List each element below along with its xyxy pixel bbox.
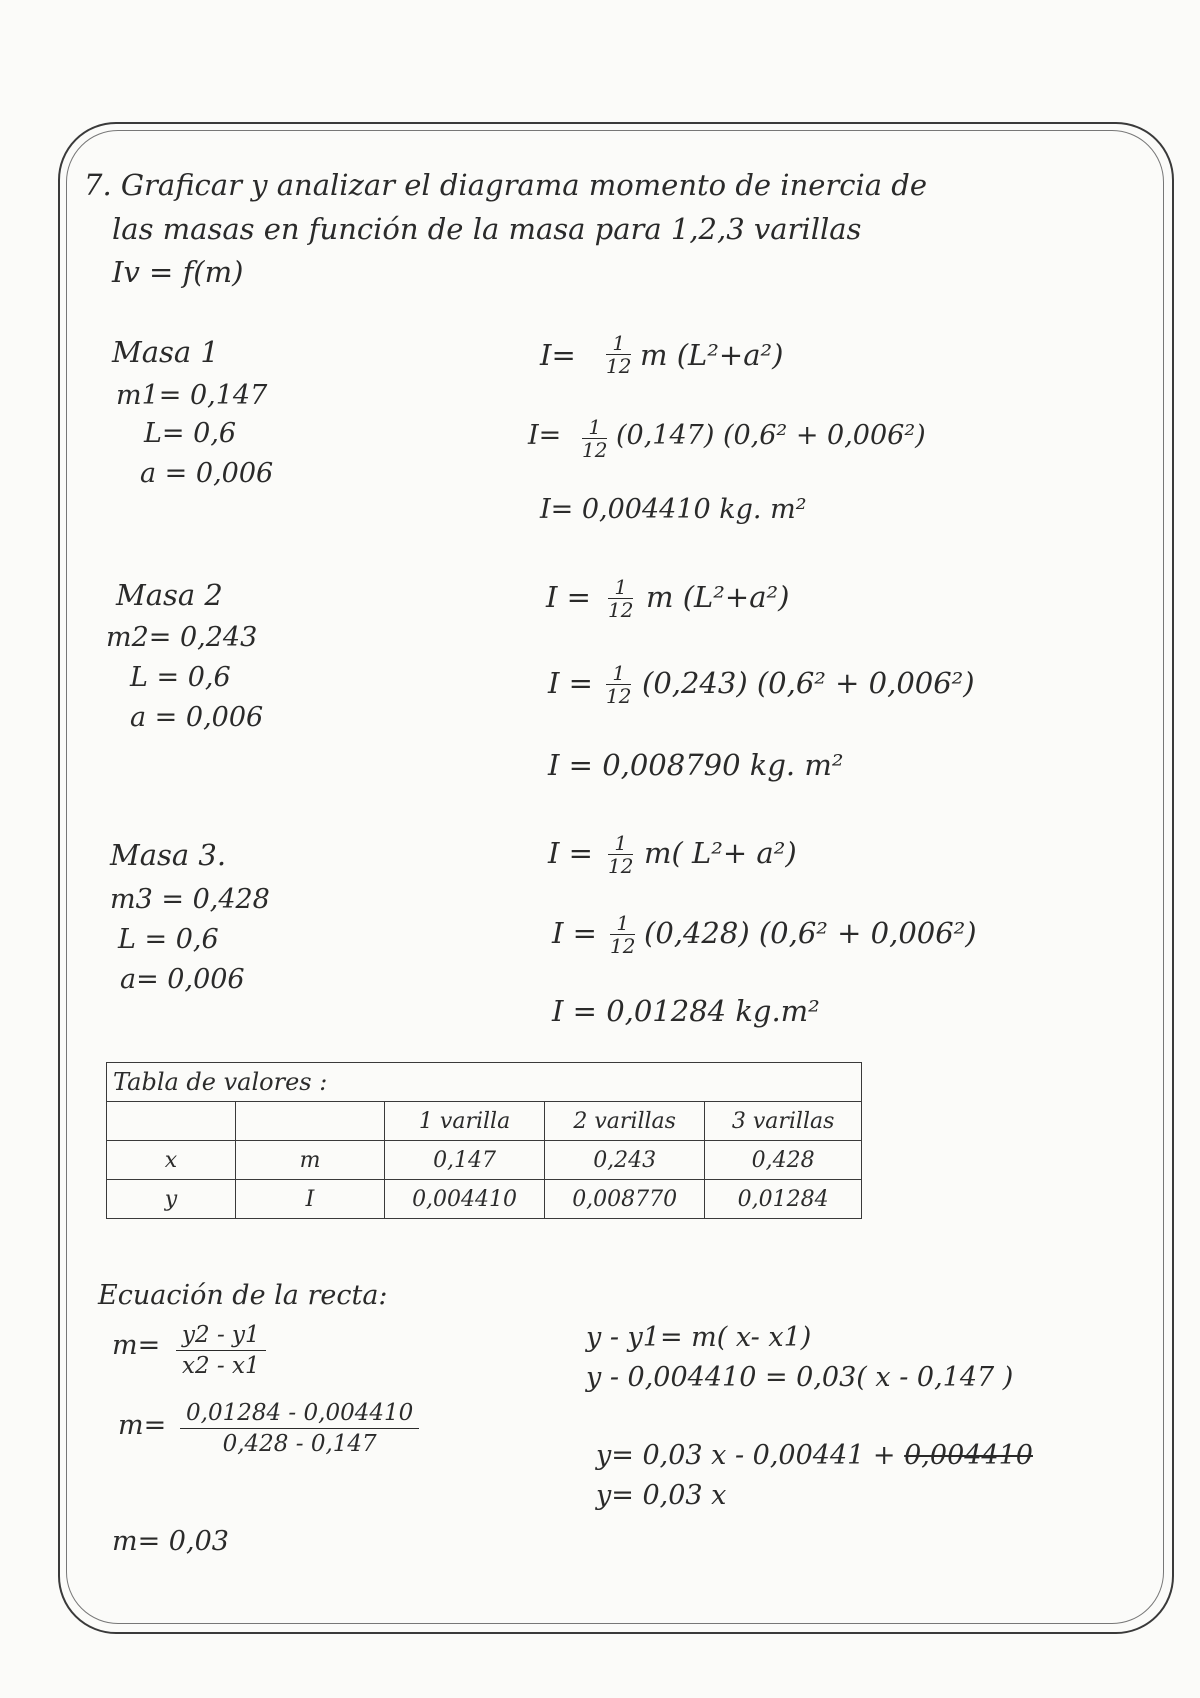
masa3-title: Masa 3. (110, 838, 227, 872)
table-header-cell (107, 1102, 236, 1141)
masa3-formula-fraction: $\frac{1}{12}$ (608, 831, 634, 878)
masa3-sub-rhs: (0,428) (0,6² + 0,006²) (644, 916, 977, 950)
masa1-formula-lhs: I= (540, 338, 576, 372)
masa1-title: Masa 1 (112, 335, 219, 369)
masa3-sub-fraction: $\frac{1}{12}$ (610, 911, 636, 958)
table-cell: y (107, 1180, 236, 1219)
masa2-title: Masa 2 (116, 578, 223, 612)
masa3-formula-rhs: m( L²+ a²) (644, 836, 797, 870)
table-header-cell: 2 varillas (545, 1102, 705, 1141)
table-cell: 0,008770 (545, 1180, 705, 1219)
masa2-formula-lhs: I = (546, 580, 591, 614)
masa2-L: L = 0,6 (130, 662, 231, 693)
point-slope-form: y - y1= m( x- x1) (586, 1322, 812, 1353)
table-cell: 0,01284 (705, 1180, 862, 1219)
slope-sub-fraction: $\frac{0,01284 - 0,004410}{0,428 - 0,147}$ (180, 1400, 419, 1457)
table-header-cell: 1 varilla (385, 1102, 545, 1141)
table-caption-row (107, 1063, 862, 1102)
table-header-row (107, 1102, 862, 1141)
table-cell: 0,243 (545, 1141, 705, 1180)
table-cell: 0,147 (385, 1141, 545, 1180)
masa1-sub-lhs: I= (528, 420, 562, 451)
table-caption: Tabla de valores : (107, 1063, 862, 1102)
slope-label: m= (112, 1330, 161, 1361)
table-cell: m (236, 1141, 385, 1180)
table-cell: I (236, 1180, 385, 1219)
slope-formula-fraction: $\frac{y2 - y1}{x2 - x1}$ (176, 1322, 266, 1379)
final-equation: y= 0,03 x (596, 1480, 727, 1511)
masa1-m: m1= 0,147 (116, 380, 268, 411)
masa1-sub-rhs: (0,147) (0,6² + 0,006²) (616, 420, 926, 451)
equation-title: Ecuación de la recta: (98, 1280, 388, 1311)
masa3-sub-lhs: I = (552, 916, 597, 950)
masa3-L: L = 0,6 (118, 924, 219, 955)
masa2-sub-rhs: (0,243) (0,6² + 0,006²) (642, 666, 975, 700)
masa2-formula-fraction: $\frac{1}{12}$ (608, 575, 634, 622)
table-header-cell (236, 1102, 385, 1141)
masa2-m: m2= 0,243 (106, 622, 258, 653)
point-slope-substitution: y - 0,004410 = 0,03( x - 0,147 ) (586, 1362, 1014, 1393)
masa2-formula-rhs: m (L²+a²) (646, 580, 790, 614)
masa1-sub-fraction: $\frac{1}{12}$ (582, 415, 608, 462)
masa3-a: a= 0,006 (120, 964, 245, 995)
masa3-result: I = 0,01284 kg.m² (552, 994, 820, 1028)
table-row (107, 1180, 862, 1219)
function-notation: Iv = f(m) (112, 255, 244, 289)
masa3-m: m3 = 0,428 (110, 884, 270, 915)
masa2-result: I = 0,008790 kg. m² (548, 748, 844, 782)
expanded-equation: y= 0,03 x - 0,00441 + 0,004410 (596, 1440, 1033, 1471)
slope-sub-label: m= (118, 1410, 167, 1441)
struck-term: 0,004410 (904, 1440, 1033, 1471)
table-cell: x (107, 1141, 236, 1180)
masa1-formula-rhs: m (L²+a²) (640, 338, 784, 372)
masa2-a: a = 0,006 (130, 702, 264, 733)
table-cell: 0,428 (705, 1141, 862, 1180)
masa1-result: I= 0,004410 kg. m² (540, 494, 807, 525)
problem-statement-line1: 7. Graficar y analizar el diagrama momento de inercia de (84, 168, 928, 202)
masa1-L: L= 0,6 (144, 418, 237, 449)
masa1-a: a = 0,006 (140, 458, 274, 489)
problem-statement-line2: las masas en función de la masa para 1,2,3 varillas (112, 212, 862, 246)
masa2-sub-fraction: $\frac{1}{12}$ (606, 661, 632, 708)
masa3-formula-lhs: I = (548, 836, 593, 870)
table-header-cell: 3 varillas (705, 1102, 862, 1141)
table-cell: 0,004410 (385, 1180, 545, 1219)
table-row (107, 1141, 862, 1180)
values-table (106, 1062, 862, 1219)
slope-result: m= 0,03 (112, 1526, 229, 1557)
masa1-formula-fraction: $\frac{1}{12}$ (606, 331, 632, 378)
masa2-sub-lhs: I = (548, 666, 593, 700)
